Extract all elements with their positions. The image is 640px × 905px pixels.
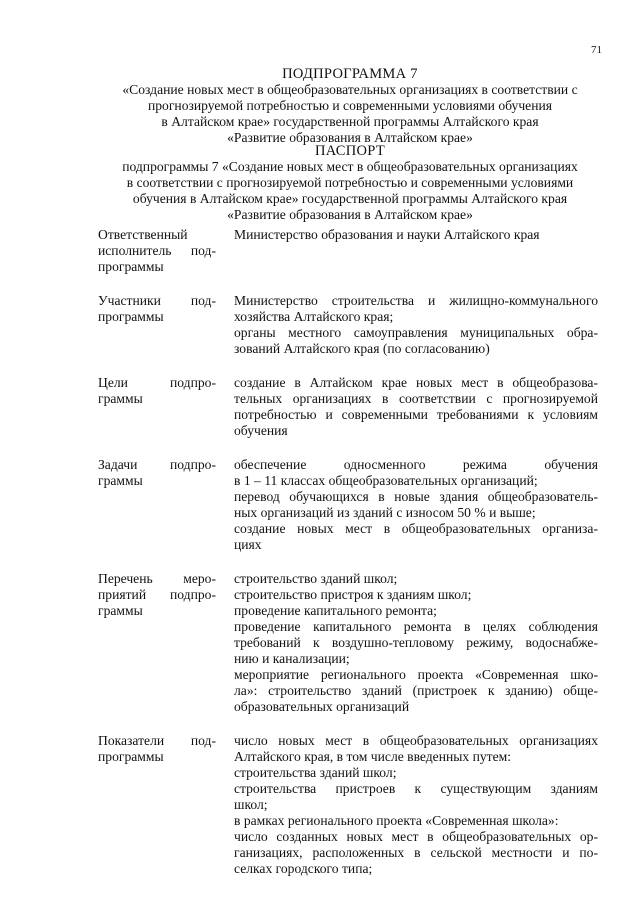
row-label-line: Задачи подпро- xyxy=(98,457,216,472)
row-label xyxy=(98,293,216,357)
row-value xyxy=(234,293,598,357)
row-value-line: нию и канализации; xyxy=(234,651,350,666)
subprogram-title: ПОДПРОГРАММА 7 xyxy=(282,66,418,82)
row-label-line: Участники под- xyxy=(98,293,216,308)
row-label-line: приятий подпро- xyxy=(98,587,216,602)
row-value-line: циях xyxy=(234,537,262,552)
passport-row-responsible xyxy=(98,227,598,275)
row-value-line: органы местного самоуправления муниципальных обра- xyxy=(234,325,598,340)
row-value-line: требований к воздушно-тепловому режиму, водоснабже- xyxy=(234,635,598,650)
passport-heading xyxy=(70,143,630,223)
row-value-line: строительства пристроев к существующим зданиям xyxy=(234,781,598,796)
row-label xyxy=(98,733,216,877)
subprogram-title-line: «Развитие образования в Алтайском крае» xyxy=(227,130,473,145)
passport-title-line: в соответствии с прогнозируемой потребностью и современными условиями xyxy=(126,175,574,190)
row-label-line: Показатели под- xyxy=(98,733,216,748)
row-value-line: создание в Алтайском крае новых мест в общеобразова- xyxy=(234,375,598,390)
row-value-line: Алтайского края, в том числе введенных путем: xyxy=(234,749,512,764)
row-label-line: программы xyxy=(98,259,164,274)
row-value-line: хозяйства Алтайского края; xyxy=(234,309,394,324)
row-value-line: селках городского типа; xyxy=(234,861,373,876)
row-value-line: школ; xyxy=(234,797,268,812)
row-value xyxy=(234,227,598,275)
passport-row-goals xyxy=(98,375,598,439)
passport-title-line: обучения в Алтайском крае» государственной программы Алтайского края xyxy=(132,191,568,206)
row-value-line: проведение капитального ремонта в целях соблюдения xyxy=(234,619,598,634)
row-label-line: Перечень меро- xyxy=(98,571,216,586)
passport-row-participants xyxy=(98,293,598,357)
row-value-line: тельных организациях в соответствии с прогнозируемой xyxy=(234,391,598,406)
row-value xyxy=(234,733,598,877)
row-label-line: программы xyxy=(98,309,164,324)
row-label-line: исполнитель под- xyxy=(98,243,216,258)
row-value-line: в рамках регионального проекта «Современная школа»: xyxy=(234,813,559,828)
row-value-line: создание новых мест в общеобразовательных организа- xyxy=(234,521,598,536)
passport-table xyxy=(98,227,598,877)
row-value xyxy=(234,571,598,715)
row-value-line: строительство пристроя к зданиям школ; xyxy=(234,587,472,602)
row-value-line: число созданных новых мест в общеобразовательных ор- xyxy=(234,829,598,844)
row-value-line: обеспечение односменного режима обучения xyxy=(234,457,598,472)
subprogram-title-line: «Создание новых мест в общеобразовательных организациях в соответствии с xyxy=(122,82,578,97)
row-value xyxy=(234,457,598,553)
passport-title-line: подпрограммы 7 «Создание новых мест в общеобразовательных организациях xyxy=(122,159,578,174)
row-value-line: строительство зданий школ; xyxy=(234,571,398,586)
row-label xyxy=(98,457,216,553)
row-value-line: перевод обучающихся в новые здания общеобразователь- xyxy=(234,489,598,504)
row-value-line: зований Алтайского края (по согласованию) xyxy=(234,341,490,356)
row-value-line: ла»: строительство зданий (пристроек к зданию) обще- xyxy=(234,683,598,698)
row-label xyxy=(98,227,216,275)
row-label-line: программы xyxy=(98,749,164,764)
row-value-line: потребностью и современными требованиями к условиям xyxy=(234,407,598,422)
subprogram-title-line: прогнозируемой потребностью и современными условиями обучения xyxy=(147,98,553,113)
row-value-line: в 1 – 11 классах общеобразовательных организаций; xyxy=(234,473,538,488)
row-value-line: ганизациях, расположенных в сельской местности и по- xyxy=(234,845,598,860)
row-value-line: ных организаций из зданий с износом 50 % и выше; xyxy=(234,505,536,520)
passport-title: ПАСПОРТ xyxy=(314,143,386,159)
passport-row-tasks xyxy=(98,457,598,553)
row-value-line: Министерство образования и науки Алтайского края xyxy=(234,227,540,242)
row-label-line: Цели подпро- xyxy=(98,375,216,390)
row-value-line: проведение капитального ремонта; xyxy=(234,603,437,618)
row-value-line: обучения xyxy=(234,423,288,438)
row-label xyxy=(98,571,216,715)
row-value-line: Министерство строительства и жилищно-коммунального xyxy=(234,293,598,308)
row-label-line: граммы xyxy=(98,473,143,488)
row-label xyxy=(98,375,216,439)
passport-row-activities xyxy=(98,571,598,715)
row-label-line: граммы xyxy=(98,391,143,406)
subprogram-heading xyxy=(70,66,630,146)
row-label-line: граммы xyxy=(98,603,143,618)
subprogram-title-line: в Алтайском крае» государственной программы Алтайского края xyxy=(161,114,539,129)
row-value-line: число новых мест в общеобразовательных организациях xyxy=(234,733,598,748)
row-value-line: мероприятие регионального проекта «Современная шко- xyxy=(234,667,598,682)
page-number: 71 xyxy=(591,44,602,56)
row-value-line: образовательных организаций xyxy=(234,699,410,714)
row-value-line: строительства зданий школ; xyxy=(234,765,397,780)
row-label-line: Ответственный xyxy=(98,227,188,242)
passport-row-indicators xyxy=(98,733,598,877)
passport-title-line: «Развитие образования в Алтайском крае» xyxy=(227,207,473,222)
row-value xyxy=(234,375,598,439)
